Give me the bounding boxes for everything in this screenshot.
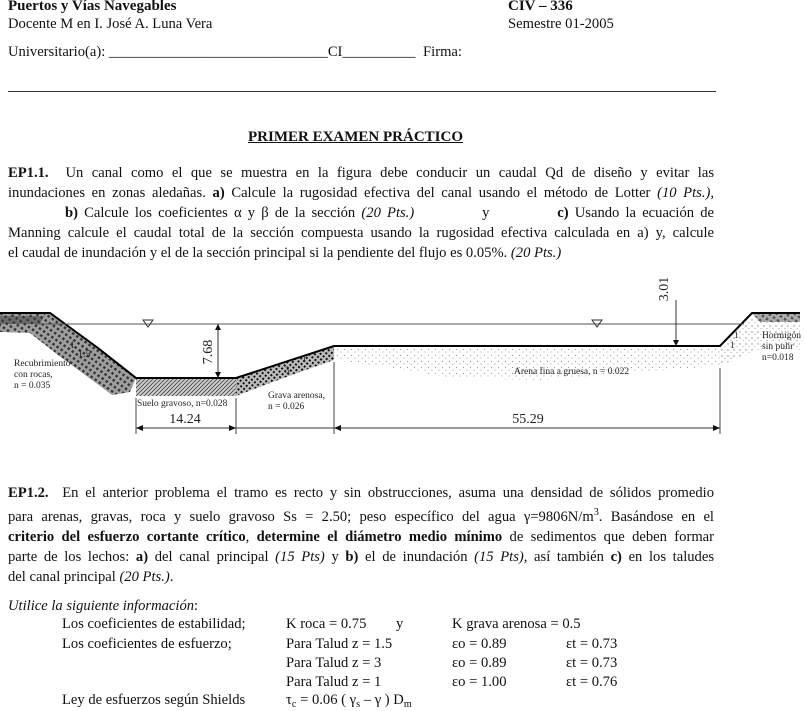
header-divider — [8, 91, 716, 92]
student-name-field: ______________________________ — [108, 44, 328, 60]
right-slope-label-a: 1 — [302, 354, 307, 364]
signature-label: Firma: — [423, 44, 462, 60]
ep1-2-line-2: para arenas, gravas, roca y suelo gravoso Ss = 2.50; peso específico del agua $\gamma=9806N/m^3$. Basándose en el — [8, 507, 714, 525]
ep1-2-line-3: criterio del esfuerzo cortante crítico, determine el diámetro medio mínimo de sedimentos que deben formar — [8, 529, 715, 545]
info-row4-et: εt = 0.76 — [566, 674, 618, 690]
student-line — [8, 44, 462, 61]
dim-arrow-4 — [713, 425, 720, 431]
depth-arrow-top — [215, 324, 221, 330]
ep1-2-label: EP1.2. — [8, 485, 49, 501]
teacher-name: Docente M en I. José A. Luna Vera — [8, 16, 213, 32]
info-row3-slope: Para Talud z = 3 — [286, 655, 382, 671]
sandy-gravel-label-1: Grava arenosa, — [268, 391, 325, 401]
ep1-1-line-2: inundaciones en zonas aledañas. a) Calcule la rugosidad efectiva del canal usando el método de Lotter (10 Pts.), — [8, 185, 714, 201]
concrete-label-3: n=0.018 — [762, 353, 794, 363]
info-intro: Utilice la siguiente información: — [8, 598, 199, 614]
rock-lining-label-1: Recubrimiento — [14, 359, 71, 369]
info-row1-y: y — [396, 616, 404, 632]
course-code: CIV – 336 — [508, 0, 573, 14]
far-slope-label-b: 1 — [730, 340, 735, 350]
ep1-1-line-5: el caudal de inundación y el de la sección principal si la pendiente del flujo es 0.05%. (20 Pts.) — [8, 245, 562, 261]
right-bank-top-hatch — [752, 313, 800, 322]
problem-ep1-1 — [8, 163, 714, 263]
rock-lining-label-2: con rocas, — [14, 370, 53, 380]
semester: Semestre 01-2005 — [508, 16, 614, 32]
rock-lining-label-3: n = 0.035 — [14, 381, 51, 391]
ci-label: CI — [327, 44, 343, 60]
left-slope-label-b: 1.5 — [78, 349, 91, 360]
bottom-width-label: 14.24 — [169, 412, 201, 427]
ep1-1-line-1: EP1.1. Un canal como el que se muestra en la figura debe conducir un caudal Qd de diseño y evitar las — [8, 165, 714, 181]
student-label: Universitario(a): — [8, 44, 106, 60]
channel-cross-section-figure — [0, 268, 806, 440]
ep1-1-label: EP1.1. — [8, 165, 49, 181]
ep1-2-line-4: parte de los lechos: a) del canal principal (15 Pts) y b) el de inundación (15 Pts), así también c) en los taludes — [8, 549, 715, 565]
left-slope-label-a: 1 — [70, 340, 75, 350]
info-row3-et: εt = 0.73 — [566, 655, 618, 671]
info-row4-slope: Para Talud z = 1 — [286, 674, 382, 690]
dim-arrow-2 — [229, 425, 236, 431]
info-row5-label: Ley de esfuerzos según Shields — [62, 692, 246, 708]
info-row2-label: Los coeficientes de esfuerzo; — [62, 636, 232, 652]
info-row4-eo: εo = 1.00 — [452, 674, 507, 690]
ep1-2-line-1: EP1.2. En el anterior problema el tramo es recto y sin obstrucciones, asuma una densidad de sólidos promedio — [8, 485, 714, 501]
right-slope-label-b: 3 — [285, 365, 290, 375]
ep1-1-line-4: Manning calcule el caudal total de la sección compuesta usando la rugosidad efectiva calculada en a) y, calcule — [8, 225, 714, 241]
gravel-label: Suelo gravoso, n=0.028 — [137, 399, 228, 409]
depth-value-label: 7.68 — [201, 339, 216, 365]
info-row2-eo: εo = 0.89 — [452, 636, 507, 652]
shields-formula: $\tau_c = 0.06$ ( $\gamma_s$ – γ ) $D_m$ — [286, 692, 412, 710]
ep1-1-line-3: b) Calcule los coeficientes α y β de la sección (20 Pts.) y c) Usando la ecuación de — [65, 205, 715, 221]
info-row2-et: εt = 0.73 — [566, 636, 618, 652]
sand-label: Arena fina a gruesa, n = 0.022 — [514, 367, 630, 377]
concrete-label-2: sin pulir — [762, 342, 794, 352]
course-name: Puertos y Vías Navegables — [8, 0, 177, 14]
info-row3-eo: εo = 0.89 — [452, 655, 507, 671]
info-row2-slope: Para Talud z = 1.5 — [286, 636, 393, 652]
exam-title: PRIMER EXAMEN PRÁCTICO — [248, 129, 463, 145]
info-row1-label: Los coeficientes de estabilidad; — [62, 616, 246, 632]
ci-field: __________ — [342, 44, 416, 60]
info-row1-k-gravel: K grava arenosa = 0.5 — [452, 616, 581, 632]
dim-arrow-1 — [136, 425, 143, 431]
concrete-label-1: Hormigón — [762, 331, 802, 341]
sandy-gravel-label-2: n = 0.026 — [268, 402, 305, 412]
ep1-2-line-5: del canal principal (20 Pts.). — [8, 569, 174, 585]
floodplain-width-label: 55.29 — [512, 412, 544, 427]
far-slope-label-a: 1 — [734, 330, 739, 340]
info-row1-k-rock: K roca = 0.75 — [286, 616, 367, 632]
dim-arrow-3 — [334, 425, 341, 431]
flood-depth-value-label: 3.01 — [657, 276, 672, 302]
channel-bottom-gravel — [136, 378, 236, 396]
problem-ep1-2 — [8, 483, 714, 587]
